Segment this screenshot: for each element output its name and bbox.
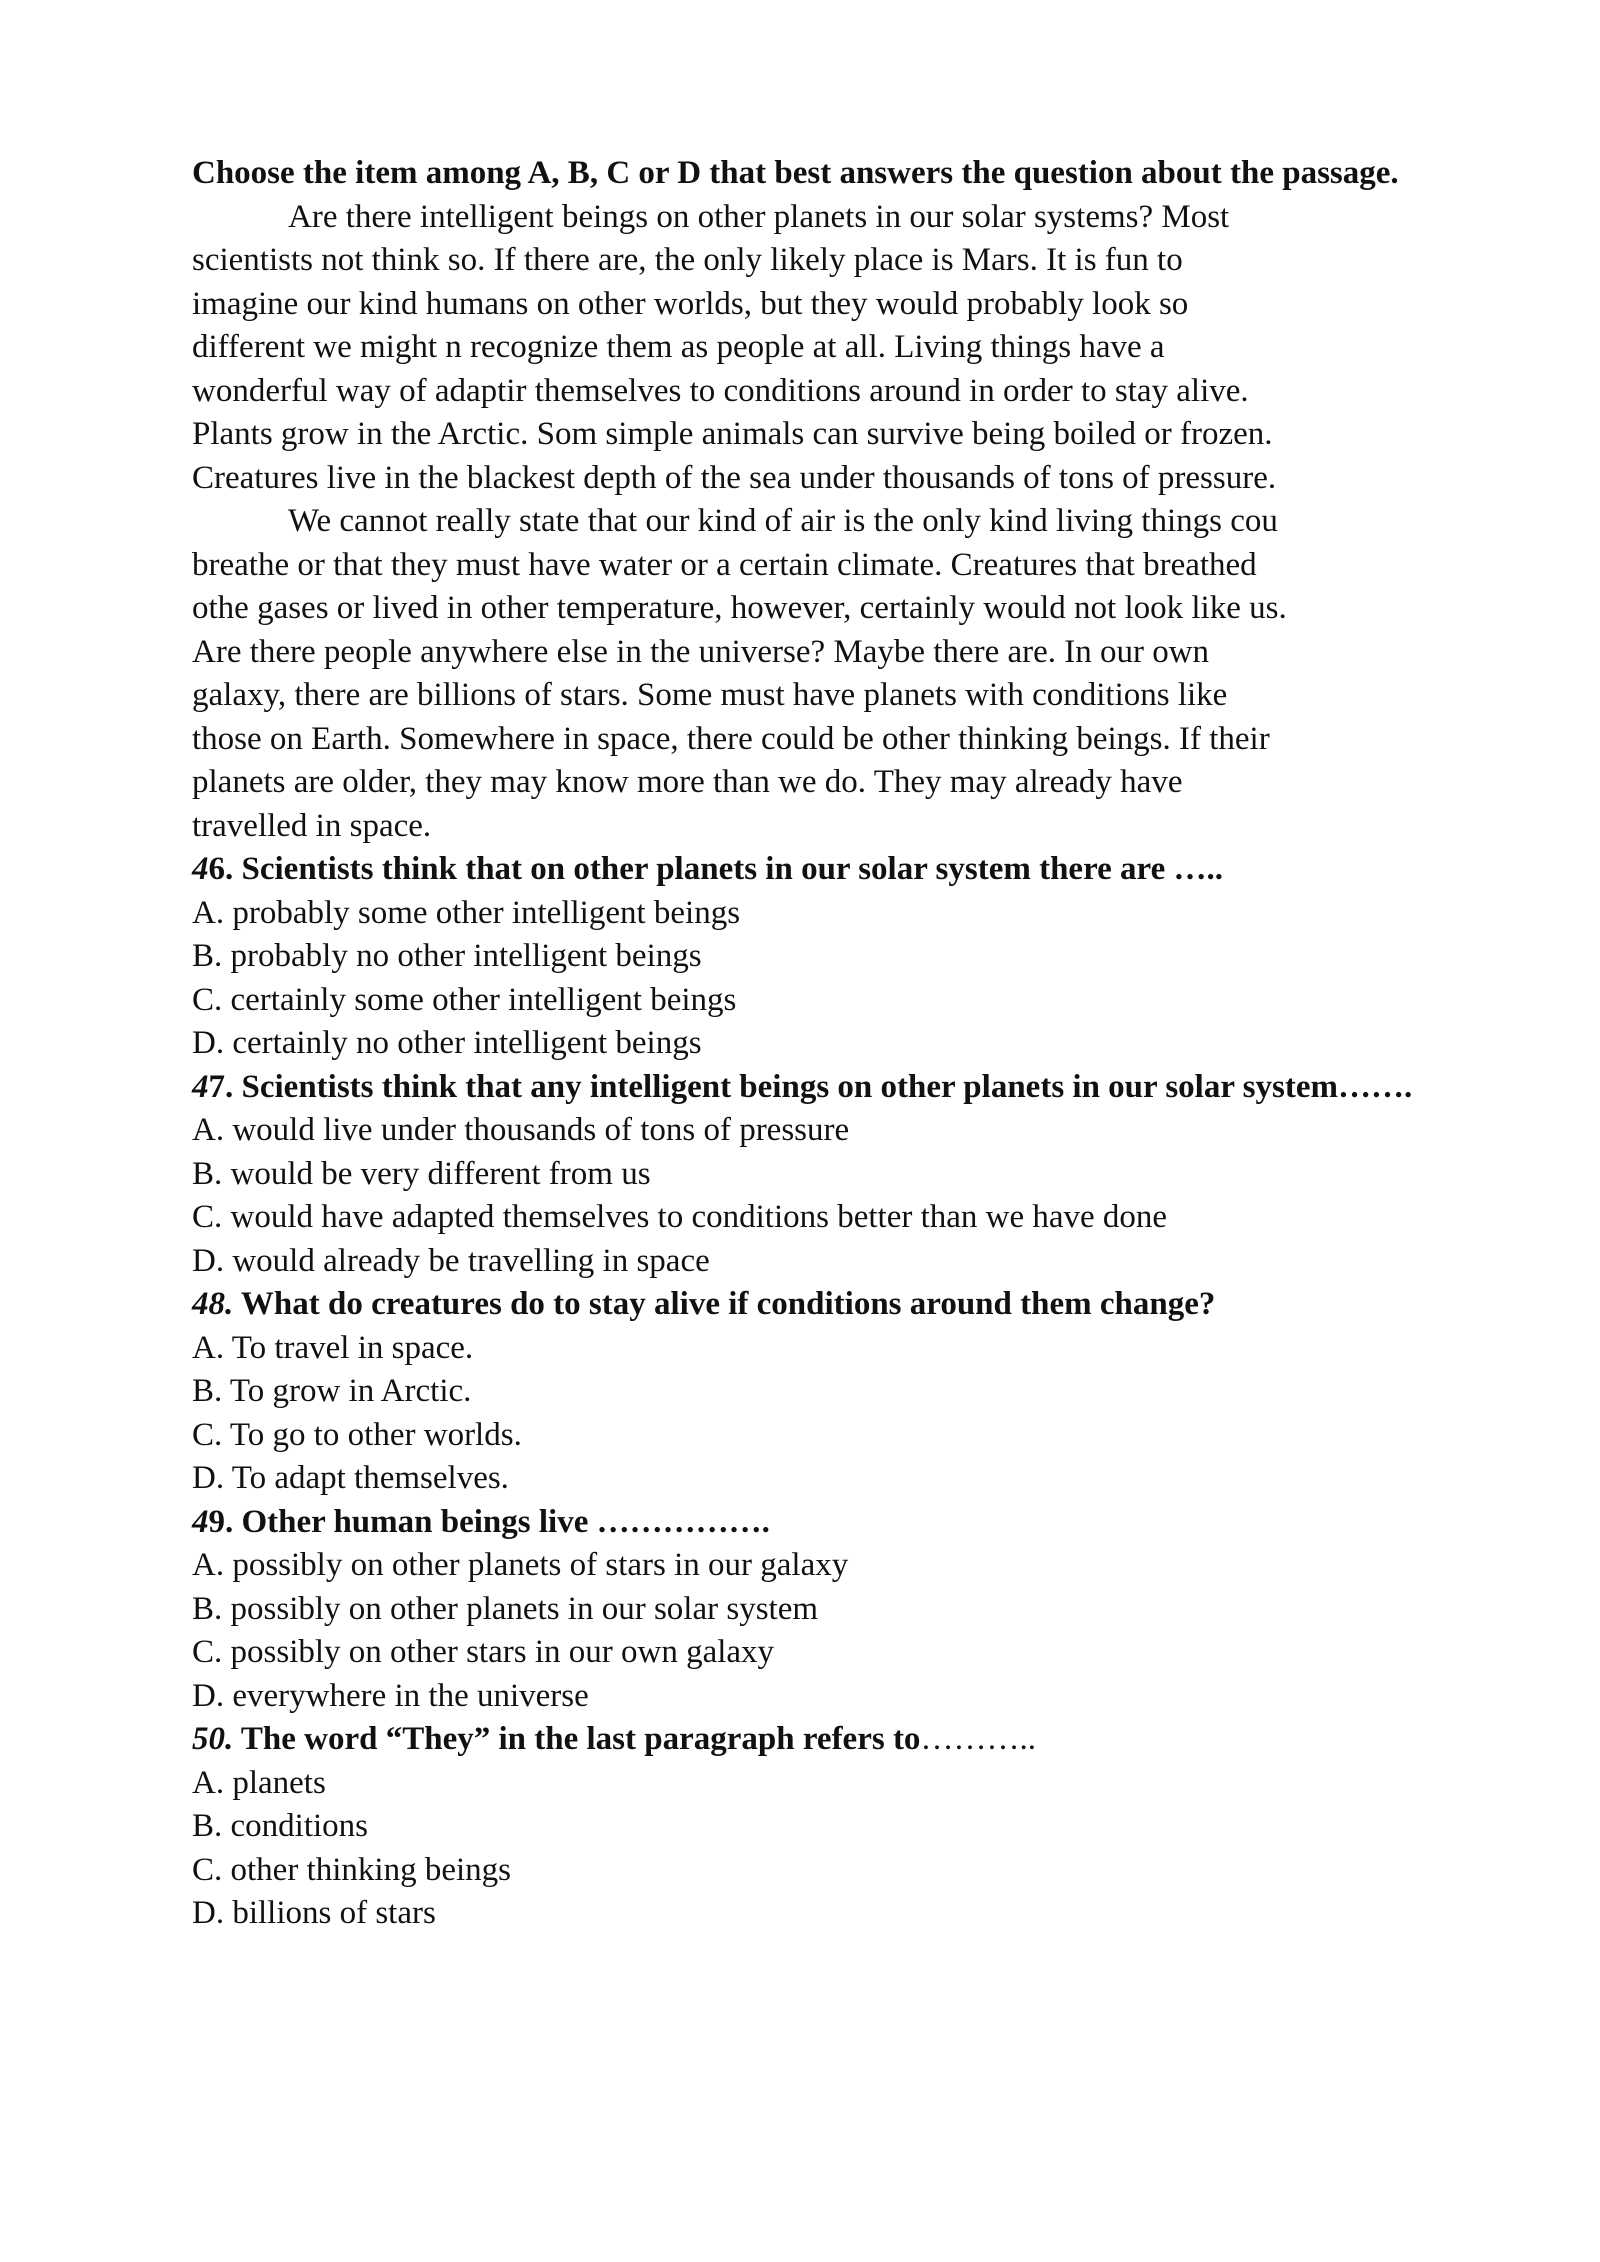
question-number: 6. <box>208 851 234 887</box>
question-text: The word “They” in the last paragraph refers to <box>233 1721 921 1757</box>
option-d[interactable]: D. everywhere in the universe <box>192 1677 589 1714</box>
option-c[interactable]: C. possibly on other stars in our own galaxy <box>192 1634 775 1670</box>
passage-line: galaxy, there are billions of stars. Some must have planets with conditions like <box>192 677 1228 713</box>
passage-line: breathe or that they must have water or a certain climate. Creatures that breathed <box>192 546 1257 583</box>
question-stem <box>192 848 1457 892</box>
worksheet-page <box>192 152 1457 1936</box>
question-number: 9. <box>208 1503 234 1540</box>
option-b[interactable]: B. To grow in Arctic. <box>192 1373 472 1409</box>
question-number-italic: 4 <box>192 851 209 887</box>
question-stem <box>192 1066 1442 1110</box>
option-c[interactable]: C. would have adapted themselves to conditions better than we have done <box>192 1199 1168 1235</box>
question-number-italic: 4 <box>192 1503 209 1540</box>
passage-line: planets are older, they may know more than we do. They may already have <box>192 764 1183 800</box>
question-stem <box>192 1501 1457 1545</box>
passage-paragraph-2 <box>192 500 1457 848</box>
question-49 <box>192 1501 1457 1719</box>
option-a[interactable]: A. planets <box>192 1764 326 1801</box>
option-d[interactable]: D. certainly no other intelligent beings <box>192 1025 702 1061</box>
question-text: Other human beings live ……………. <box>233 1503 770 1540</box>
option-d[interactable]: D. To adapt themselves. <box>192 1460 509 1496</box>
question-number: 7. <box>208 1068 234 1105</box>
option-c[interactable]: C. certainly some other intelligent beings <box>192 981 737 1018</box>
question-number-italic: 50. <box>192 1721 234 1757</box>
option-a[interactable]: A. To travel in space. <box>192 1329 474 1366</box>
option-a[interactable]: A. would live under thousands of tons of pressure <box>192 1112 850 1148</box>
passage-line: Are there intelligent beings on other planets in our solar systems? Most <box>288 198 1230 235</box>
passage-line: We cannot really state that our kind of air is the only kind living things cou <box>288 503 1278 539</box>
passage-line: scientists not think so. If there are, the only likely place is Mars. It is fun to <box>192 242 1183 278</box>
question-blank: ……….. <box>920 1721 1036 1757</box>
passage-line: those on Earth. Somewhere in space, there could be other thinking beings. If their <box>192 720 1270 757</box>
option-b[interactable]: B. probably no other intelligent beings <box>192 938 702 974</box>
option-a[interactable]: A. possibly on other planets of stars in our galaxy <box>192 1547 849 1583</box>
question-text: Scientists think that on other planets in our solar system there are ….. <box>233 851 1223 887</box>
option-a[interactable]: A. probably some other intelligent beings <box>192 894 741 931</box>
passage-line: Are there people anywhere else in the universe? Maybe there are. In our own <box>192 633 1210 670</box>
passage-line: different we might n recognize them as people at all. Living things have a <box>192 329 1165 365</box>
question-50 <box>192 1718 1457 1936</box>
option-d[interactable]: D. billions of stars <box>192 1895 436 1931</box>
option-d[interactable]: D. would already be travelling in space <box>192 1242 710 1279</box>
question-46 <box>192 848 1457 1066</box>
passage-line: othe gases or lived in other temperature, however, certainly would not look like us. <box>192 590 1287 626</box>
passage-line: wonderful way of adaptir themselves to conditions around in order to stay alive. <box>192 372 1249 409</box>
passage-line: imagine our kind humans on other worlds, but they would probably look so <box>192 285 1189 322</box>
option-c[interactable]: C. To go to other worlds. <box>192 1416 522 1453</box>
passage-line: Creatures live in the blackest depth of the sea under thousands of tons of pressure. <box>192 459 1277 496</box>
passage-paragraph-1 <box>192 196 1457 501</box>
passage-line: travelled in space. <box>192 807 432 844</box>
question-47 <box>192 1066 1457 1284</box>
question-number-italic: 4 <box>192 1068 209 1105</box>
question-48 <box>192 1283 1457 1501</box>
option-c[interactable]: C. other thinking beings <box>192 1851 511 1888</box>
question-stem <box>192 1718 1457 1762</box>
option-b[interactable]: B. conditions <box>192 1808 369 1844</box>
passage-line: Plants grow in the Arctic. Som simple animals can survive being boiled or frozen. <box>192 416 1273 452</box>
question-number-italic: 48. <box>192 1286 234 1322</box>
question-text: What do creatures do to stay alive if conditions around them change? <box>233 1286 1216 1322</box>
instruction-heading: Choose the item among A, B, C or D that best answers the question about the passage. <box>192 155 1399 191</box>
option-b[interactable]: B. would be very different from us <box>192 1155 651 1192</box>
question-text: Scientists think that any intelligent beings on other planets in our solar system……. <box>233 1068 1413 1105</box>
question-stem <box>192 1283 1457 1327</box>
option-b[interactable]: B. possibly on other planets in our solar system <box>192 1590 819 1627</box>
